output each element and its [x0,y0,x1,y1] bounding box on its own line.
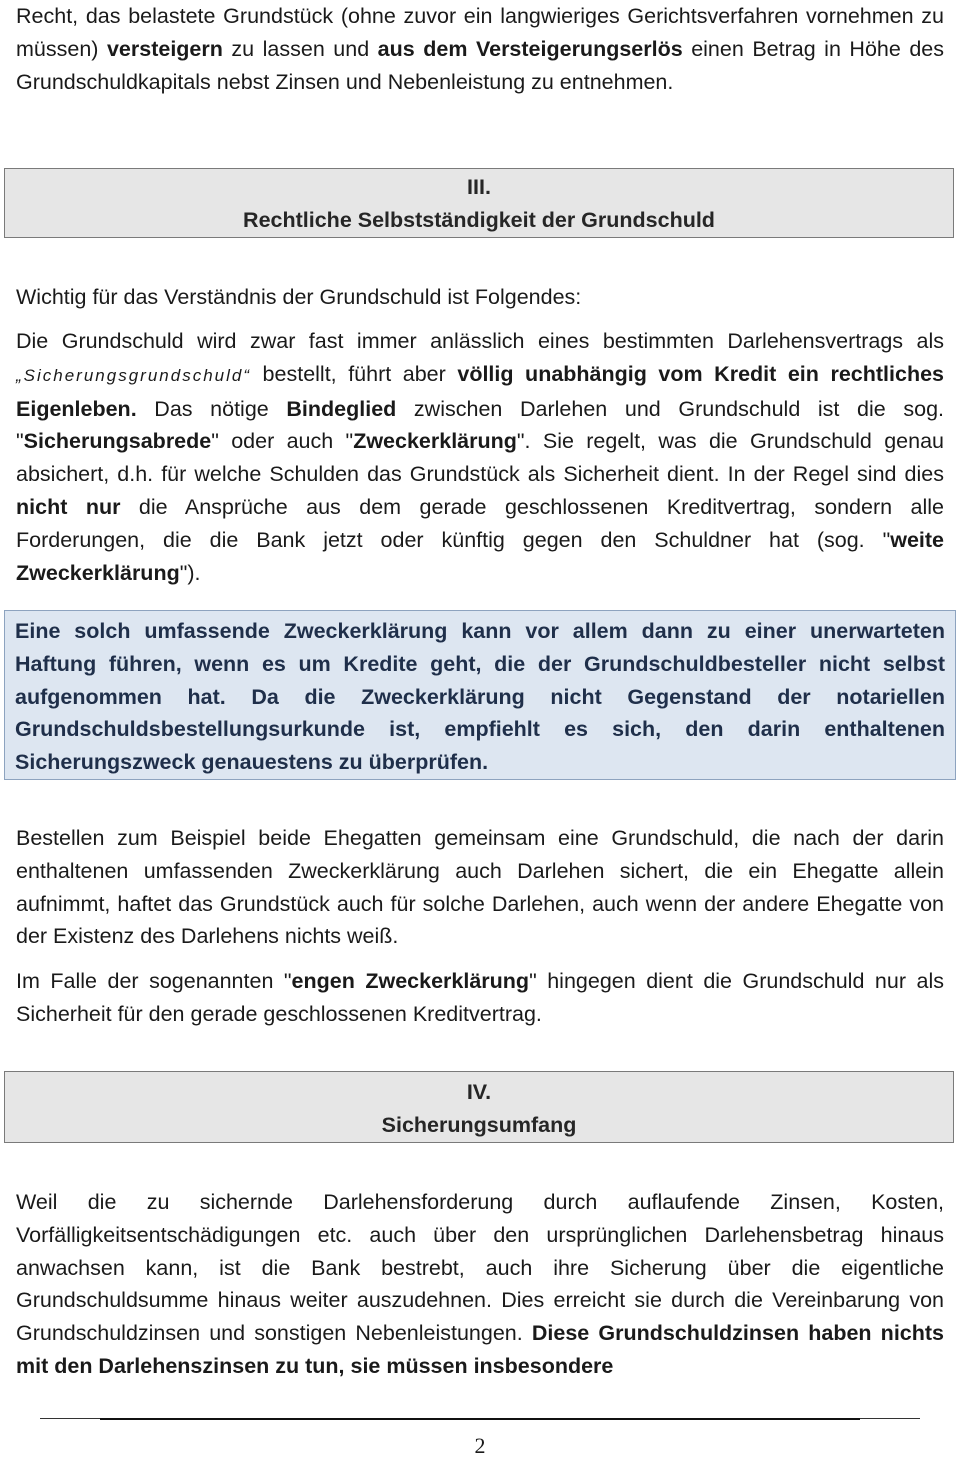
s3p1-text-5: " oder auch " [211,429,354,454]
s3p1-text-3: Das nötige [136,396,287,421]
s3p3-text-2: " hingegen dient die Grundschuld nur als Sicherheit für den gerade geschlossenen Kreditvertrag. [16,969,944,1026]
section-3-number: III. [467,175,491,199]
s4p1-text-1: Weil die zu sichernde Darlehensforderung durch auflaufende Zinsen, Kosten, Vorfälligkeitsentschädigungen etc. auch über den ursprünglichen Darlehensbetrag hinaus anwachsen kann, ist die Bank bestrebt, auch ihre Sicherung über die eigentliche Grundschuldsumme hinaus weiter auszudehnen. Dies erreicht sie durch die Vereinbarung von Grundschuldzinsen und sonstigen Nebenleistungen. [16,1190,944,1346]
s3p3-bold-1: engen Zweckerklärung [291,969,530,993]
term-sicherungsgrundschuld: „Sicherungsgrundschuld“ [16,365,251,385]
intro-text-2: zu lassen und [222,36,378,61]
s3p1-text-7: die Ansprüche aus dem gerade geschlossenen Kreditvertrag, sondern alle Forderungen, die die Bank jetzt oder künftig gegen den Schuldner hat (sog. " [16,494,944,552]
warning-note-box: Eine solch umfassende Zweckerklärung kann vor allem dann zu einer unerwarteten Haftung führen, wenn es um Kredite geht, die der Grundschuldbesteller nicht selbst aufgenommen hat. Da die Zweckerklärung nicht Gegenstand der notariellen Grundschuldsbestellungsurkunde ist, empfiehlt es sich, den darin enthaltenen Sicherungszweck genauestens zu überprüfen. [4,610,956,780]
footer-rule-thick [100,1418,860,1420]
s3p1-bold-5: nicht nur [16,494,121,519]
s3p1-bold-4: Zweckerklärung [353,429,517,454]
s4p1-bold-1: Diese Grundschuldzinsen haben nichts mit den Darlehenszinsen zu tun, sie müssen insbesondere [16,1321,944,1378]
s3p1-text-2: bestellt, führt aber [251,361,458,386]
intro-bold-2: aus dem Versteigerungserlös [377,36,683,61]
section-3-heading [4,168,954,238]
section-4-heading [4,1071,954,1143]
s3p3-text-1: Im Falle der sogenannten " [16,969,292,993]
section-3-paragraph-2: Bestellen zum Beispiel beide Ehegatten gemeinsam eine Grundschuld, die nach der darin enthaltenen umfassenden Zweckerklärung auch Darlehen sichert, die ein Ehegatte allein aufnimmt, haftet das Grundstück auch für solche Darlehen, auch wenn der andere Ehegatte von der Existenz des Darlehens nichts weiß. [16,826,944,949]
s3p1-text-1: Die Grundschuld wird zwar fast immer anlässlich eines bestimmten Darlehensvertrags als [16,329,944,353]
s3p1-text-6: ". Sie regelt, was die Grundschuld genau absichert, d.h. für welche Schulden das Grundstück als Sicherheit dient. In der Regel sind dies [16,429,945,487]
section-4-title: Sicherungsumfang [381,1112,577,1137]
section-3-title: Rechtliche Selbstständigkeit der Grundschuld [243,207,715,232]
section-3-paragraph-3 [16,965,944,1031]
s3p1-text-4: zwischen Darlehen und Grundschuld ist die sog. " [16,396,945,454]
section-3-paragraph-1 [16,325,944,589]
section-4-number: IV. [466,1080,492,1104]
s3p1-bold-1: völlig unabhängig vom Kredit ein rechtliches Eigenleben. [16,361,944,421]
s3p1-text-8: "). [179,560,201,585]
intro-text-3: einen Betrag in Höhe des Grundschuldkapitals nebst Zinsen und Nebenleistung zu entnehmen. [16,36,944,94]
intro-text-1: Recht, das belastete Grundstück (ohne zuvor ein langwieriges Gerichtsverfahren vornehmen zu müssen) [16,4,944,61]
section-4-paragraph-1 [16,1186,944,1383]
page-number: 2 [474,1433,486,1458]
intro-bold-1: versteigern [106,36,223,61]
intro-paragraph [16,0,944,98]
s3p1-bold-3: Sicherungsabrede [23,429,212,454]
s3p1-bold-6: weite Zweckerklärung [16,527,944,585]
section-3-lead: Wichtig für das Verständnis der Grundschuld ist Folgendes: [16,285,582,309]
s3p1-bold-2: Bindeglied [286,396,397,421]
